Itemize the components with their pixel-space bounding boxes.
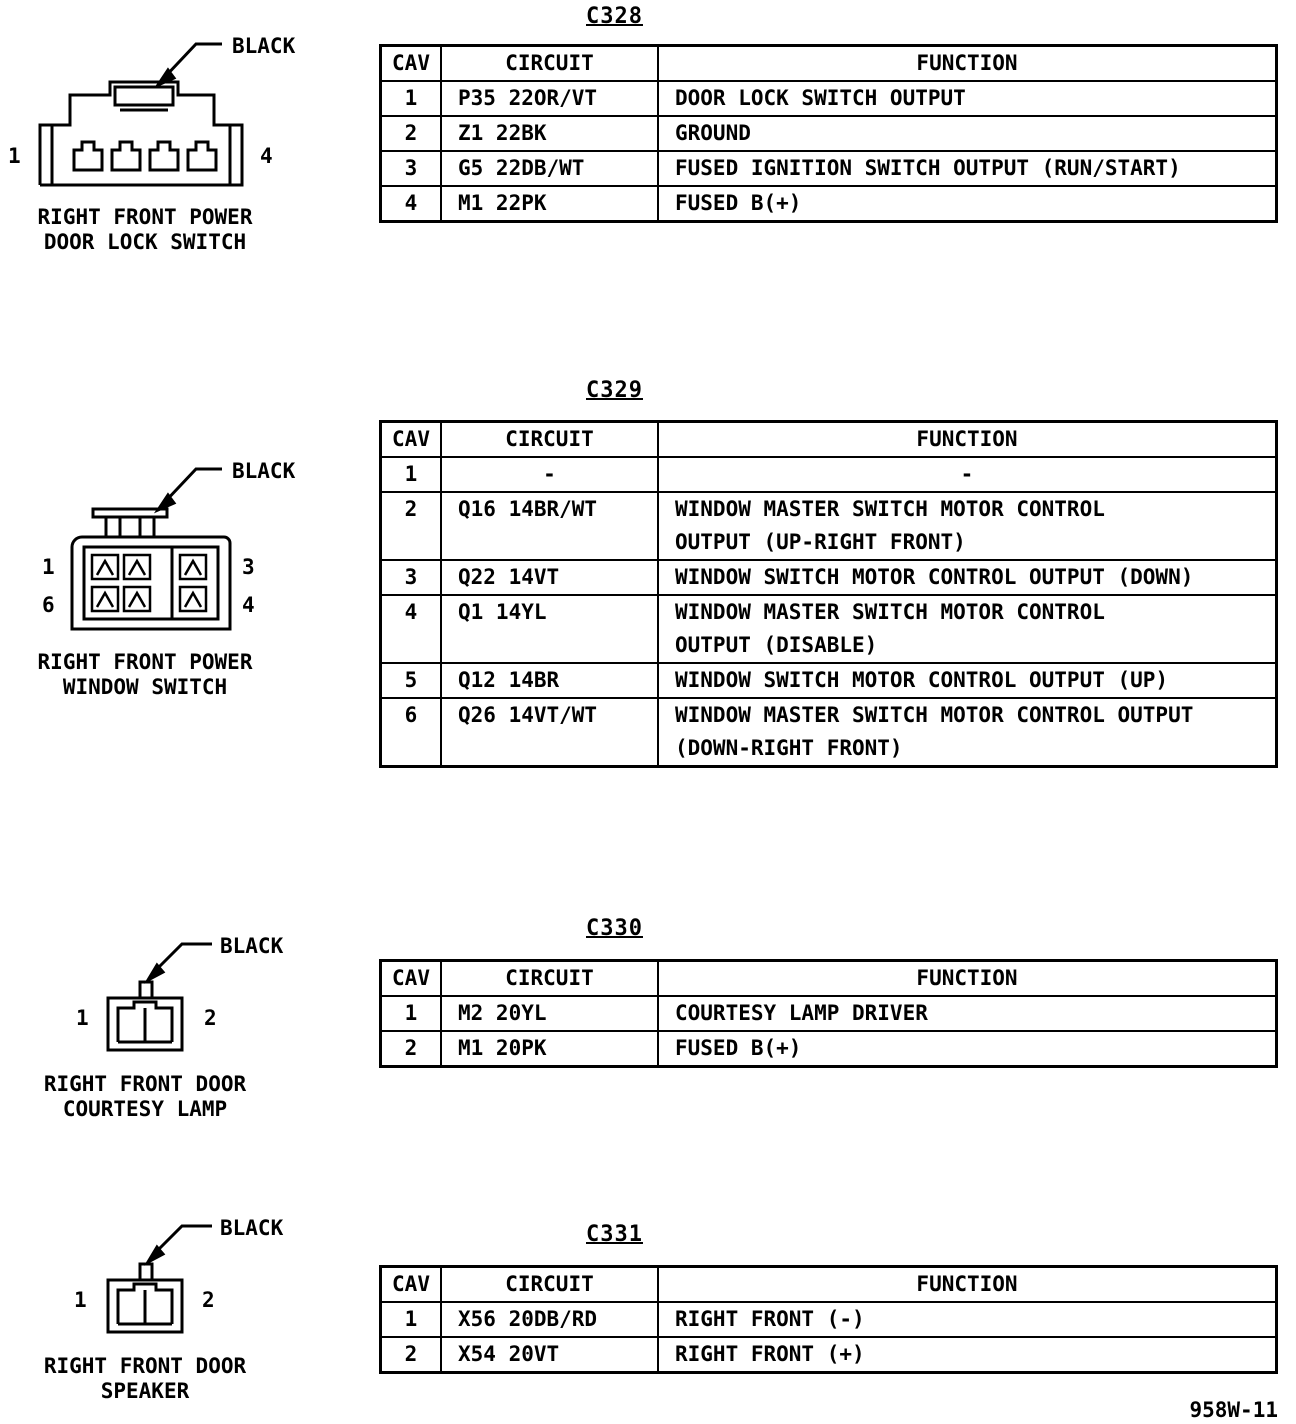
cell-cav: 6 (381, 698, 442, 767)
connector-title-c330: C330 (586, 916, 643, 941)
table-row (381, 492, 1277, 560)
cell-cav: 4 (381, 595, 442, 663)
pin-label: 2 (202, 1288, 215, 1312)
cell-cav: 1 (381, 81, 442, 116)
pin-label: 1 (74, 1288, 87, 1312)
cell-cav: 2 (381, 492, 442, 560)
pinout-table-c331 (379, 1265, 1278, 1374)
pin-label: 2 (204, 1006, 217, 1030)
cell-circuit: Q22 14VT (441, 560, 658, 595)
pin-label: 1 (8, 144, 21, 168)
cell-function: RIGHT FRONT (+) (658, 1337, 1277, 1373)
pin-label: 6 (42, 593, 55, 617)
table-row (381, 1031, 1277, 1067)
connector-name-line: WINDOW SWITCH (62, 675, 228, 699)
pin-label: 1 (42, 555, 55, 579)
cell-circuit: M2 20YL (441, 996, 658, 1031)
wire-color-label: BLACK (232, 34, 296, 58)
connector-name-c329 (20, 650, 270, 700)
connector-name-c328 (20, 205, 270, 255)
connector-name-line: RIGHT FRONT POWER (37, 650, 253, 674)
cell-function: WINDOW SWITCH MOTOR CONTROL OUTPUT (UP) (658, 663, 1277, 698)
table-row (381, 81, 1277, 116)
cell-cav: 2 (381, 116, 442, 151)
cell-circuit: G5 22DB/WT (441, 151, 658, 186)
cell-function: WINDOW SWITCH MOTOR CONTROL OUTPUT (DOWN) (658, 560, 1277, 595)
pin-label: 1 (76, 1006, 89, 1030)
table-row (381, 1302, 1277, 1337)
cell-circuit: Q1 14YL (441, 595, 658, 663)
wire-color-label: BLACK (220, 1216, 284, 1240)
connector-name-c330 (20, 1072, 270, 1122)
pinout-table-c329 (379, 420, 1278, 768)
cell-function: - (658, 457, 1277, 492)
header-cav: CAV (381, 1267, 442, 1303)
cell-circuit: Q16 14BR/WT (441, 492, 658, 560)
header-circuit: CIRCUIT (441, 961, 658, 997)
cell-circuit: Q26 14VT/WT (441, 698, 658, 767)
cell-circuit: X54 20VT (441, 1337, 658, 1373)
table-row (381, 996, 1277, 1031)
table-row (381, 116, 1277, 151)
cell-cav: 1 (381, 1302, 442, 1337)
cell-circuit: M1 20PK (441, 1031, 658, 1067)
pin-label: 4 (242, 593, 255, 617)
table-row (381, 186, 1277, 222)
cell-function: FUSED B(+) (658, 186, 1277, 222)
table-row (381, 595, 1277, 663)
table-row (381, 698, 1277, 767)
header-function: FUNCTION (658, 1267, 1277, 1303)
header-cav: CAV (381, 961, 442, 997)
cell-circuit: Q12 14BR (441, 663, 658, 698)
pinout-table-c330 (379, 959, 1278, 1068)
table-row (381, 1337, 1277, 1373)
cell-cav: 3 (381, 151, 442, 186)
pin-label: 3 (242, 555, 255, 579)
cell-circuit: - (441, 457, 658, 492)
pin-label: 4 (260, 144, 273, 168)
cell-function: DOOR LOCK SWITCH OUTPUT (658, 81, 1277, 116)
cell-cav: 4 (381, 186, 442, 222)
cell-circuit: Z1 22BK (441, 116, 658, 151)
header-circuit: CIRCUIT (441, 46, 658, 82)
header-cav: CAV (381, 46, 442, 82)
cell-circuit: X56 20DB/RD (441, 1302, 658, 1337)
cell-cav: 3 (381, 560, 442, 595)
cell-function: WINDOW MASTER SWITCH MOTOR CONTROL OUTPUT (DISABLE) (658, 595, 1277, 663)
connector-face-c328 (0, 30, 320, 230)
cell-circuit: M1 22PK (441, 186, 658, 222)
cell-function: WINDOW MASTER SWITCH MOTOR CONTROL OUTPUT (UP-RIGHT FRONT) (658, 492, 1277, 560)
table-row (381, 151, 1277, 186)
cell-function: COURTESY LAMP DRIVER (658, 996, 1277, 1031)
connector-title-c329: C329 (586, 378, 643, 403)
figure-id: 958W-11 (1189, 1398, 1278, 1422)
table-row (381, 663, 1277, 698)
connector-name-line: RIGHT FRONT DOOR (43, 1354, 247, 1378)
table-row (381, 457, 1277, 492)
connector-name-c331 (20, 1354, 270, 1404)
wire-color-label: BLACK (232, 459, 296, 483)
cell-function: FUSED B(+) (658, 1031, 1277, 1067)
cell-function: FUSED IGNITION SWITCH OUTPUT (RUN/START) (658, 151, 1277, 186)
connector-name-line: RIGHT FRONT POWER (37, 205, 253, 229)
cell-cav: 2 (381, 1031, 442, 1067)
cell-cav: 5 (381, 663, 442, 698)
header-function: FUNCTION (658, 46, 1277, 82)
connector-name-line: DOOR LOCK SWITCH (43, 230, 247, 254)
connector-name-line: COURTESY LAMP (62, 1097, 228, 1121)
cell-function: WINDOW MASTER SWITCH MOTOR CONTROL OUTPUT (DOWN-RIGHT FRONT) (658, 698, 1277, 767)
cell-cav: 1 (381, 457, 442, 492)
header-circuit: CIRCUIT (441, 422, 658, 458)
cell-circuit: P35 22OR/VT (441, 81, 658, 116)
cell-cav: 1 (381, 996, 442, 1031)
cell-function: RIGHT FRONT (-) (658, 1302, 1277, 1337)
header-function: FUNCTION (658, 422, 1277, 458)
cell-function: GROUND (658, 116, 1277, 151)
connector-title-c331: C331 (586, 1222, 643, 1247)
header-function: FUNCTION (658, 961, 1277, 997)
connector-name-line: SPEAKER (100, 1379, 190, 1403)
header-cav: CAV (381, 422, 442, 458)
pinout-table-c328 (379, 44, 1278, 223)
connector-name-line: RIGHT FRONT DOOR (43, 1072, 247, 1096)
header-circuit: CIRCUIT (441, 1267, 658, 1303)
cell-cav: 2 (381, 1337, 442, 1373)
table-row (381, 560, 1277, 595)
wire-color-label: BLACK (220, 934, 284, 958)
connector-title-c328: C328 (586, 4, 643, 29)
